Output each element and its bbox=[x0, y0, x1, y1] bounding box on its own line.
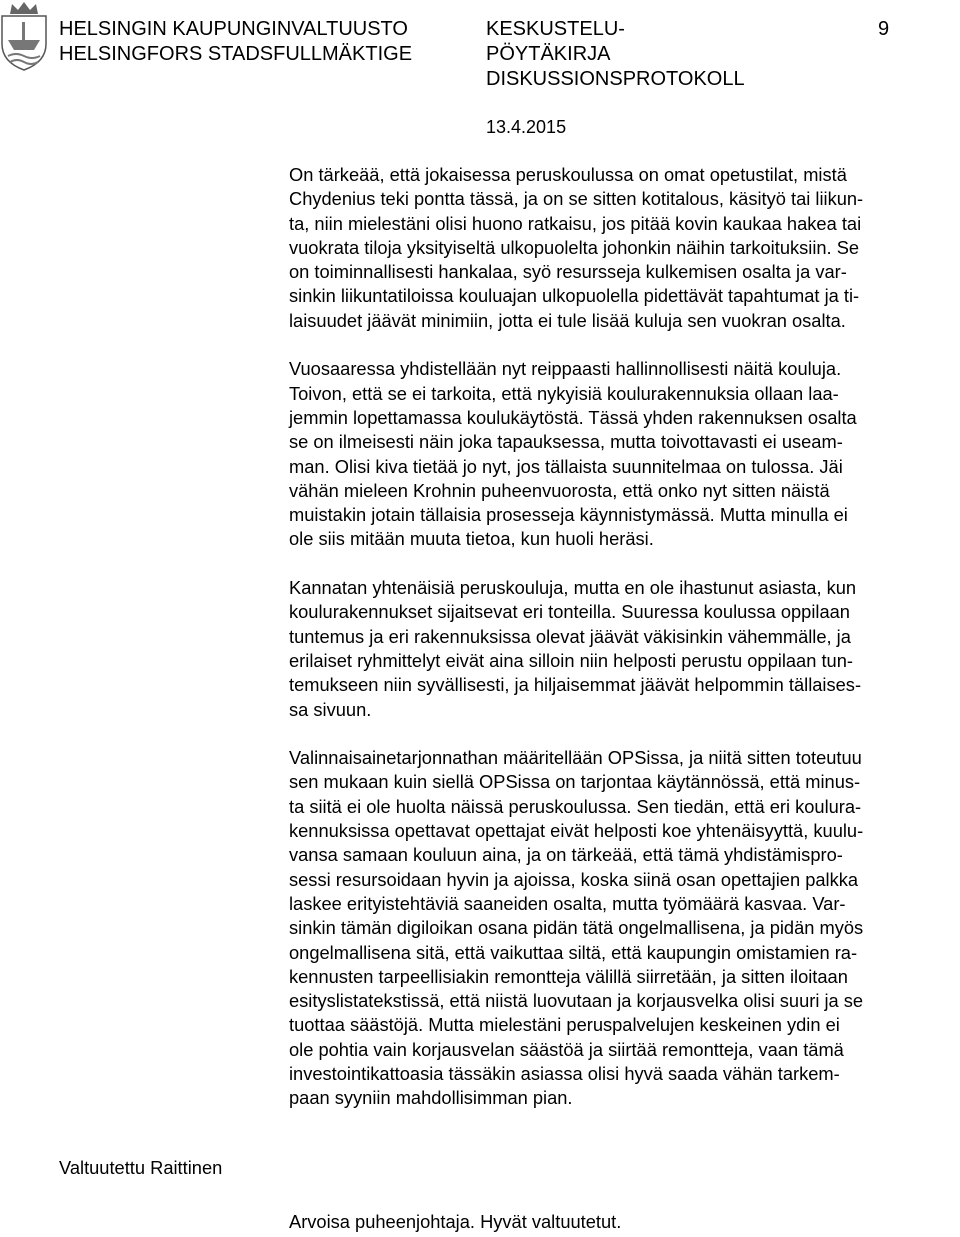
text-line: vähän mieleen Krohnin puheenvuorosta, että onko nyt sitten näistä bbox=[289, 479, 830, 501]
text-line: vansa samaan kouluun aina, ja on tärkeää, että tämä yhdistämispro- bbox=[289, 844, 843, 866]
text-line: kennuksissa opettavat opettajat eivät helposti koe yhtenäisyyttä, kuulu- bbox=[289, 820, 864, 842]
document-type bbox=[486, 17, 745, 92]
doctype-line-2: PÖYTÄKIRJA bbox=[486, 43, 611, 65]
text-line: man. Olisi kiva tietää jo nyt, jos tällaista suunnitelmaa on tulossa. Jäi bbox=[289, 455, 843, 477]
text-line: Toivon, että se ei tarkoita, että nykyisiä koulurakennuksia ollaan laa- bbox=[289, 382, 839, 404]
text-line: sessi resursoidaan hyvin ja ajoissa, koska siinä osan opettajien palkka bbox=[289, 868, 859, 890]
speech-greeting: Arvoisa puheenjohtaja. Hyvät valtuutetut. bbox=[289, 1211, 622, 1232]
text-line: sinkin tämän digiloikan osana pidän tätä ongelmallisena, ja pidän myös bbox=[289, 917, 864, 939]
text-line: sinkin liikuntatiloissa kouluajan ulkopuolella pidettävät tapahtumat ja ti- bbox=[289, 285, 860, 307]
org-name-finnish: HELSINGIN KAUPUNGINVALTUUSTO bbox=[59, 18, 408, 40]
organization-name bbox=[59, 17, 412, 67]
text-line: kennusten tarpeellisiakin remontteja välillä siirretään, ja sitten iloitaan bbox=[289, 965, 848, 987]
text-line: se on ilmeisesti näin joka tapauksessa, mutta toivottavasti ei useam- bbox=[289, 431, 843, 453]
text-line: Valinnaisainetarjonnathan määritellään OPSissa, ja niitä sitten toteutuu bbox=[289, 747, 862, 769]
text-line: Kannatan yhtenäisiä peruskouluja, mutta en ole ihastunut asiasta, kun bbox=[289, 577, 857, 599]
doctype-line-3: DISKUSSIONSPROTOKOLL bbox=[486, 68, 745, 90]
text-line: muistakin jotain tällaisia prosesseja käynnistymässä. Mutta minulla ei bbox=[289, 504, 848, 526]
text-line: laskee erityistehtäviä saaneiden osalta, mutta työmäärä kasvaa. Var- bbox=[289, 892, 846, 914]
text-line: laisuudet jäävät minimiin, jotta ei tule lisää kuluja sen vuokran osalta. bbox=[289, 309, 846, 331]
text-line: koulurakennukset sijaitsevat eri tonteilla. Suuressa koulussa oppilaan bbox=[289, 601, 850, 623]
text-line: ole siis mitään muuta tietoa, kun huoli heräsi. bbox=[289, 528, 654, 550]
text-line: temukseen niin syvällisesti, ja hiljaisemmat jäävät helpommin tällaises- bbox=[289, 674, 862, 696]
speaker-name: Valtuutettu Raittinen bbox=[59, 1157, 223, 1178]
page-number: 9 bbox=[878, 18, 890, 40]
helsinki-crest-icon bbox=[0, 0, 48, 72]
doctype-line-1: KESKUSTELU- bbox=[486, 18, 625, 40]
document-date: 13.4.2015 bbox=[486, 117, 567, 137]
text-line: sen mukaan kuin siellä OPSissa on tarjontaa käytännössä, että minus- bbox=[289, 771, 861, 793]
text-line: Chydenius teki pontta tässä, ja on se sitten kotitalous, käsityö tai liikun- bbox=[289, 188, 864, 210]
text-line: ta, niin mielestäni olisi huono ratkaisu, jos pitää kovin kaukaa hakea tai bbox=[289, 212, 862, 234]
text-line: tuntemus ja eri rakennuksissa olevat jäävät väkisinkin vähemmälle, ja bbox=[289, 625, 851, 647]
paragraph bbox=[289, 357, 955, 551]
org-name-swedish: HELSINGFORS STADSFULLMÄKTIGE bbox=[59, 43, 413, 65]
text-line: Vuosaaressa yhdistellään nyt reippaasti hallinnollisesti näitä kouluja. bbox=[289, 358, 842, 380]
paragraph bbox=[289, 576, 955, 722]
text-line: investointikattoasia tässäkin asiassa olisi hyvä saada vähän tarkem- bbox=[289, 1062, 840, 1084]
text-line: On tärkeää, että jokaisessa peruskoulussa on omat opetustilat, mistä bbox=[289, 164, 847, 185]
text-line: ta siitä ei ole huolta näissä peruskoulussa. Sen tiedän, että eri koulura- bbox=[289, 795, 862, 817]
text-line: jemmin lopettamassa koulukäytöstä. Tässä yhden rakennuksen osalta bbox=[289, 406, 857, 428]
text-line: ongelmallisena sitä, että vaikuttaa siltä, että kaupungin omistamien ra- bbox=[289, 941, 858, 963]
text-line: erilaiset ryhmittelyt eivät aina silloin niin helposti perustu oppilaan tun- bbox=[289, 649, 853, 671]
speech-body bbox=[289, 163, 955, 1135]
text-line: vuokrata tiloja yksityiseltä ulkopuolelta johonkin näihin tarkoituksiin. Se bbox=[289, 236, 860, 258]
text-line: esityslistatekstissä, että niistä luovutaan ja korjausvelka olisi suuri ja se bbox=[289, 990, 864, 1012]
paragraph bbox=[289, 163, 955, 333]
text-line: sa sivuun. bbox=[289, 698, 372, 720]
text-line: on toiminnallisesti hankalaa, syö resursseja kulkemisen osalta ja var- bbox=[289, 261, 847, 283]
text-line: paan syyniin mahdollisimman pian. bbox=[289, 1087, 573, 1109]
text-line: ole pohtia vain korjausvelan säästöä ja siirtää remontteja, vaan tämä bbox=[289, 1038, 844, 1060]
paragraph bbox=[289, 746, 955, 1110]
text-line: tuottaa säästöjä. Mutta mielestäni peruspalvelujen keskeinen ydin ei bbox=[289, 1014, 840, 1036]
